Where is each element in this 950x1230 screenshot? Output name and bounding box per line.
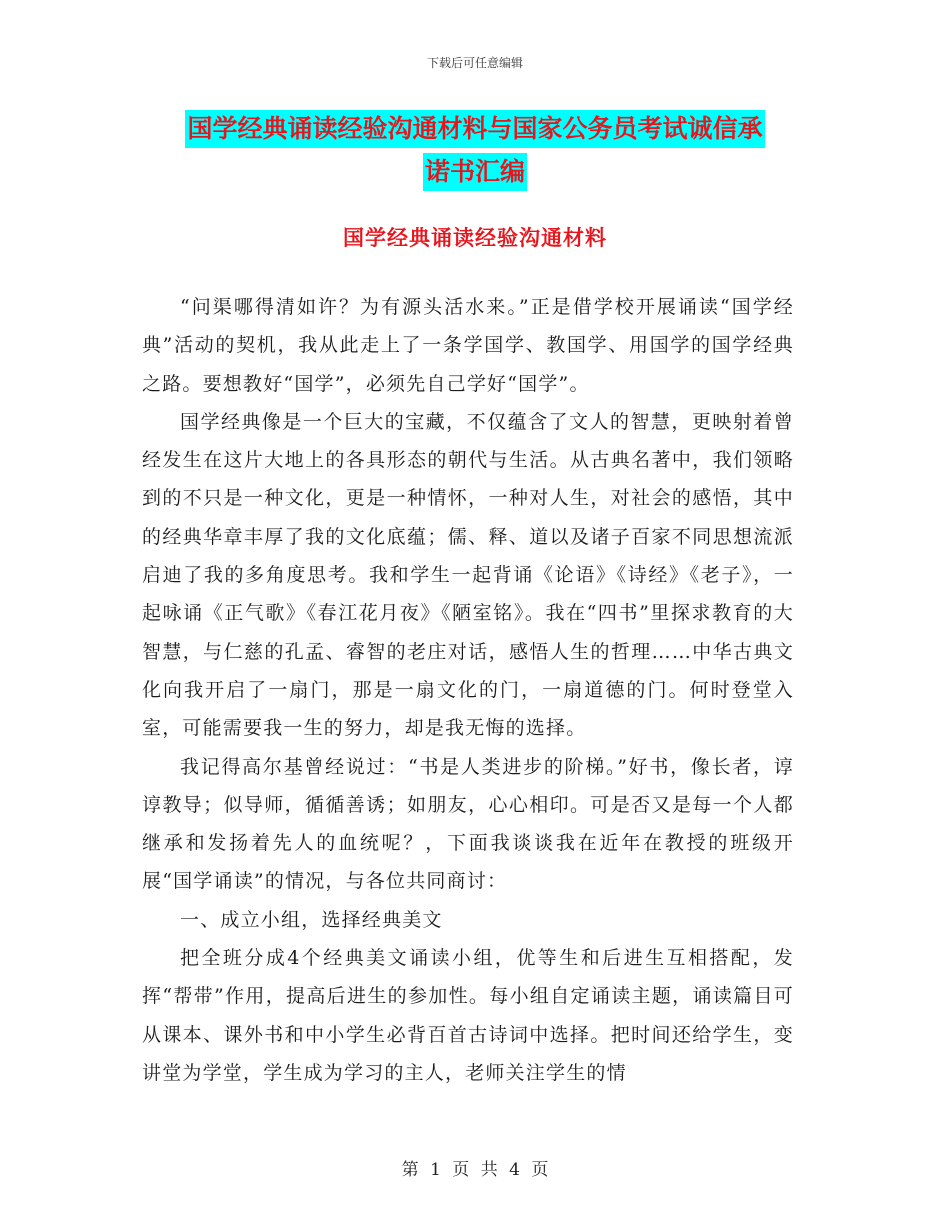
page-footer: 第 1 页 共 4 页 [401, 1160, 549, 1180]
document-title-line-2 [0, 153, 950, 191]
paragraph-3: 我记得高尔基曾经说过：“书是人类进步的阶梯。”好书，像长者，谆谆教导；似导师，循循善诱；如朋友，心心相印。可是否又是每一个人都继承和发扬着先人的血统呢？，下面我谈谈我在近年在教授的班级开展“国学诵读”的情况，与各位共同商讨： [142, 755, 794, 893]
document-title-text-2: 诺书汇编 [423, 153, 527, 191]
document-title-line-1 [0, 110, 950, 148]
subheading-1: 一、成立小组，选择经典美文 [180, 908, 443, 931]
page-header-note: 下载后可任意编辑 [426, 56, 523, 70]
body-text [142, 288, 794, 1092]
paragraph-1: “问渠哪得清如许？为有源头活水来。”正是借学校开展诵读“国学经典”活动的契机，我从此走上了一条学国学、教国学、用国学的国学经典之路。要想教好“国学”，必须先自己学好“国学”。 [142, 296, 794, 395]
paragraph-4: 把全班分成4个经典美文诵读小组，优等生和后进生互相搭配，发挥“帮带”作用，提高后进生的参加性。每小组自定诵读主题，诵读篇目可从课本、课外书和中小学生必背百首古诗词中选择。把时间还给学生，变讲堂为学堂，学生成为学习的主人，老师关注学生的情 [142, 947, 794, 1084]
paragraph-2: 国学经典像是一个巨大的宝藏，不仅蕴含了文人的智慧，更映射着曾经发生在这片大地上的各具形态的朝代与生活。从古典名著中，我们领略到的不只是一种文化，更是一种情怀，一种对人生，对社会的感悟，其中的经典华章丰厚了我的文化底蕴；儒、释、道以及诸子百家不同思想流派启迪了我的多角度思考。我和学生一起背诵《论语》《诗经》《老子》，一起咏诵《正气歌》《春江花月夜》《陋室铭》。我在“四书”里探求教育的大智慧，与仁慈的孔孟、睿智的老庄对话，感悟人生的哲理……中华古典文化向我开启了一扇门，那是一扇文化的门，一扇道德的门。何时登堂入室，可能需要我一生的努力，却是我无悔的选择。 [142, 410, 794, 740]
section-title: 国学经典诵读经验沟通材料 [343, 225, 607, 250]
document-title-text-1: 国学经典诵读经验沟通材料与国家公务员考试诚信承 [185, 110, 764, 148]
